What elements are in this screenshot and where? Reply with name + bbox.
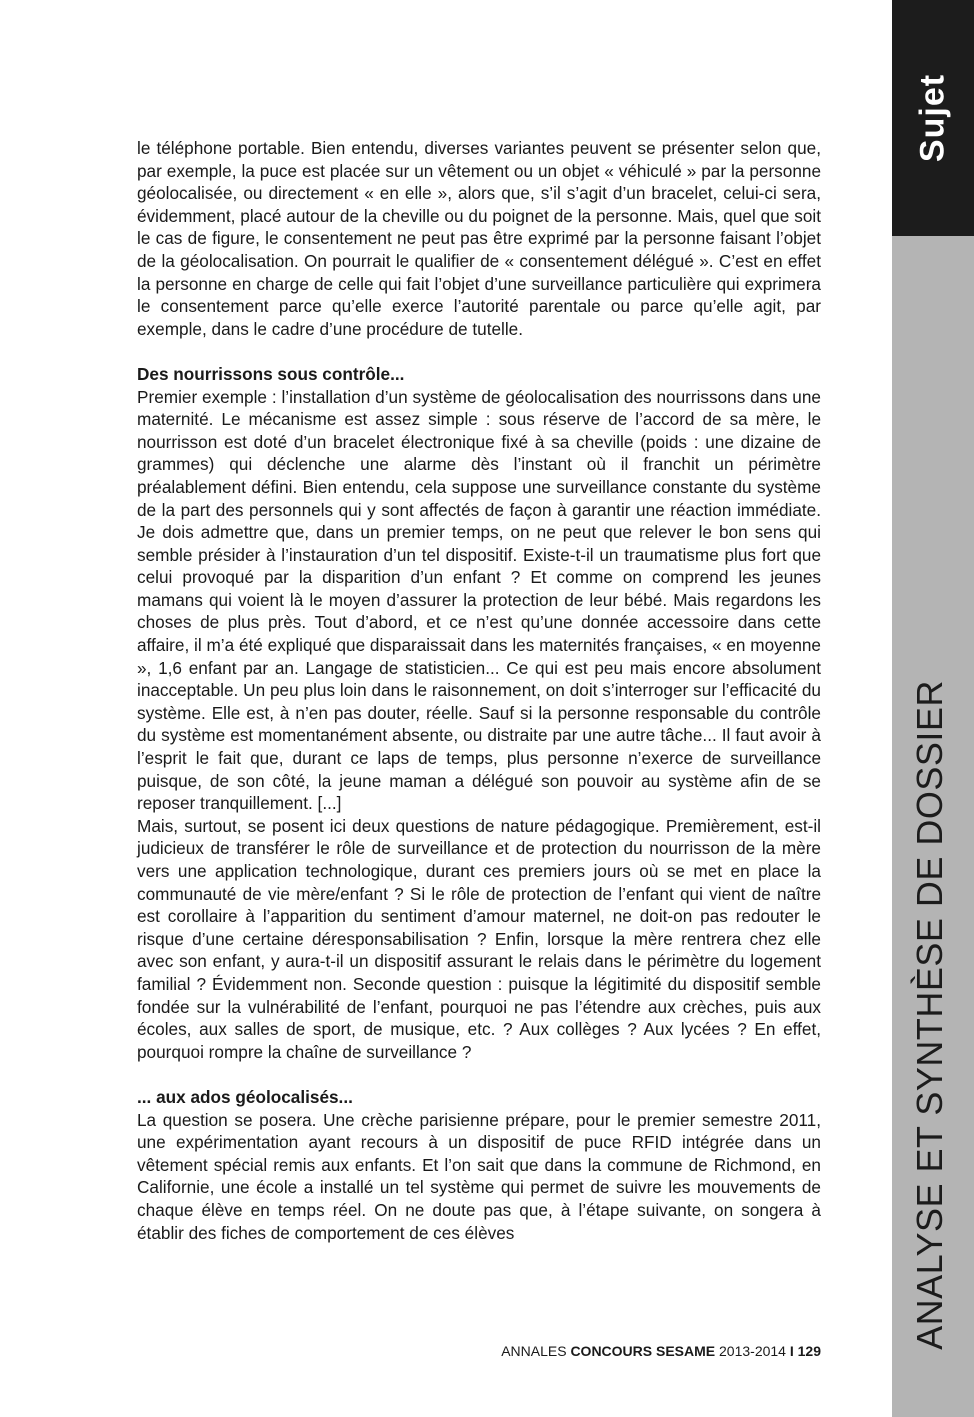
- paragraph-gap: [137, 1063, 821, 1086]
- article-body: [137, 137, 821, 1244]
- paragraph-2: Premier exemple : l’installation d’un système de géolocalisation des nourrissons dans une maternité. Le mécanisme est assez simple : sous réserve de l’accord de sa mère, le nourrisson est doté d’un bracelet électronique fixé à sa cheville (poids : une dizaine de grammes) qui déclenche une alarme dès l’instant où il franchit un périmètre préalablement défini. Bien entendu, cela suppose une surveillance constante du système de la part des personnels qui y sont affectés de façon à garantir une réaction immédiate. Je dois admettre que, dans un premier temps, on ne peut que relever le bon sens qui semble présider à l’instauration d’un tel dispositif. Existe-t-il un traumatisme plus fort que celui provoqué par la disparition d’un enfant ? Et comme on comprend les jeunes mamans qui voient là le moyen d’assurer la protection de leur bébé. Mais regardons les choses de plus près. Tout d’abord, et ce n’est qu’une donnée accessoire dans cette affaire, il m’a été expliqué que disparaissait dans les maternités françaises, « en moyenne », 1,6 enfant par an. Langage de statisticien... Ce qui est peu mais encore absolument inacceptable. Un peu plus loin dans le raisonnement, on doit s’interroger sur l’efficacité du système. Elle est, à n’en pas douter, réelle. Sauf si la personne responsable du contrôle du système est momentanément absente, ou distraite par une autre tâche... Il faut avoir à l’esprit le fait que, durant ce laps de temps, plus personne n’exerce de surveillance puisque, de son côté, la jeune maman a délégué son pouvoir au système afin de se reposer tranquillement. [...]: [137, 386, 821, 814]
- sujet-label: Sujet: [913, 73, 952, 163]
- footer-prefix: ANNALES: [501, 1343, 571, 1359]
- footer-separator: I: [789, 1343, 794, 1359]
- footer-brand: CONCOURS SESAME: [570, 1343, 716, 1359]
- section-title: ANALYSE ET SYNTHÈSE DE DOSSIER: [909, 680, 950, 1350]
- paragraph-3: Mais, surtout, se posent ici deux questions de nature pédagogique. Premièrement, est-il judicieux de transférer le rôle de surveillance et de protection du nourrisson de la mère vers une application technologique, durant ces premiers jours où se met en place la communauté de vie mère/enfant ? Si le rôle de protection de l’enfant qui vient de naître est corollaire à l’apparition du sentiment d’amour maternel, ne doit-on pas redouter le risque d’une certaine déresponsabilisation ? Enfin, lorsque la mère rentrera chez elle avec son enfant, y aura-t-il un dispositif assurant le relais dans le périmètre du logement familial ? Évidemment non. Seconde question : puisque la légitimité du dispositif semble fondée sur la vulnérabilité de l’enfant, pourquoi ne pas l’étendre aux crèches, puis aux écoles, aux salles de sport, de musique, etc. ? Aux collèges ? Aux lycées ? En effet, pourquoi rompre la chaîne de surveillance ?: [137, 815, 821, 1062]
- heading-ados: ... aux ados géolocalisés...: [137, 1086, 353, 1107]
- paragraph-gap: [137, 340, 821, 363]
- page-number: 129: [797, 1343, 821, 1359]
- footer-years: 2013-2014: [715, 1343, 790, 1359]
- heading-nourrissons: Des nourrissons sous contrôle...: [137, 363, 405, 384]
- paragraph-1: le téléphone portable. Bien entendu, diverses variantes peuvent se présenter selon que, par exemple, la puce est placée sur un vêtement ou un objet « véhiculé » par la personne géolocalisée, ou directement « en elle », alors que, s’il s’agit d’un bracelet, celui-ci sera, évidemment, placé autour de la cheville ou du poignet de la personne. Mais, quel que soit le cas de figure, le consentement ne peut pas être exprimé par la personne faisant l’objet de la géolocalisation. On pourrait le qualifier de « consentement délégué ». C’est en effet la personne en charge de celle qui fait l’objet d’une surveillance particulière qui exprimera le consentement parce qu’elle exerce l’autorité parentale ou parce qu’elle agit, par exemple, dans le cadre d’une procédure de tutelle.: [137, 138, 821, 339]
- side-strip: [892, 0, 974, 1417]
- sujet-tab: [892, 0, 974, 236]
- paragraph-4: La question se posera. Une crèche parisienne prépare, pour le premier semestre 2011, une expérimentation ayant recours à un dispositif de puce RFID intégrée dans un vêtement spécial remis aux enfants. Et l’on sait que dans la commune de Richmond, en Californie, une école a installé un tel système qui permet de suivre les mouvements de chaque élève en temps réel. On ne doute pas que, à l’étape suivante, on songera à établir des fiches de comportement de ces élèves: [137, 1109, 821, 1243]
- page-footer: [501, 1343, 821, 1359]
